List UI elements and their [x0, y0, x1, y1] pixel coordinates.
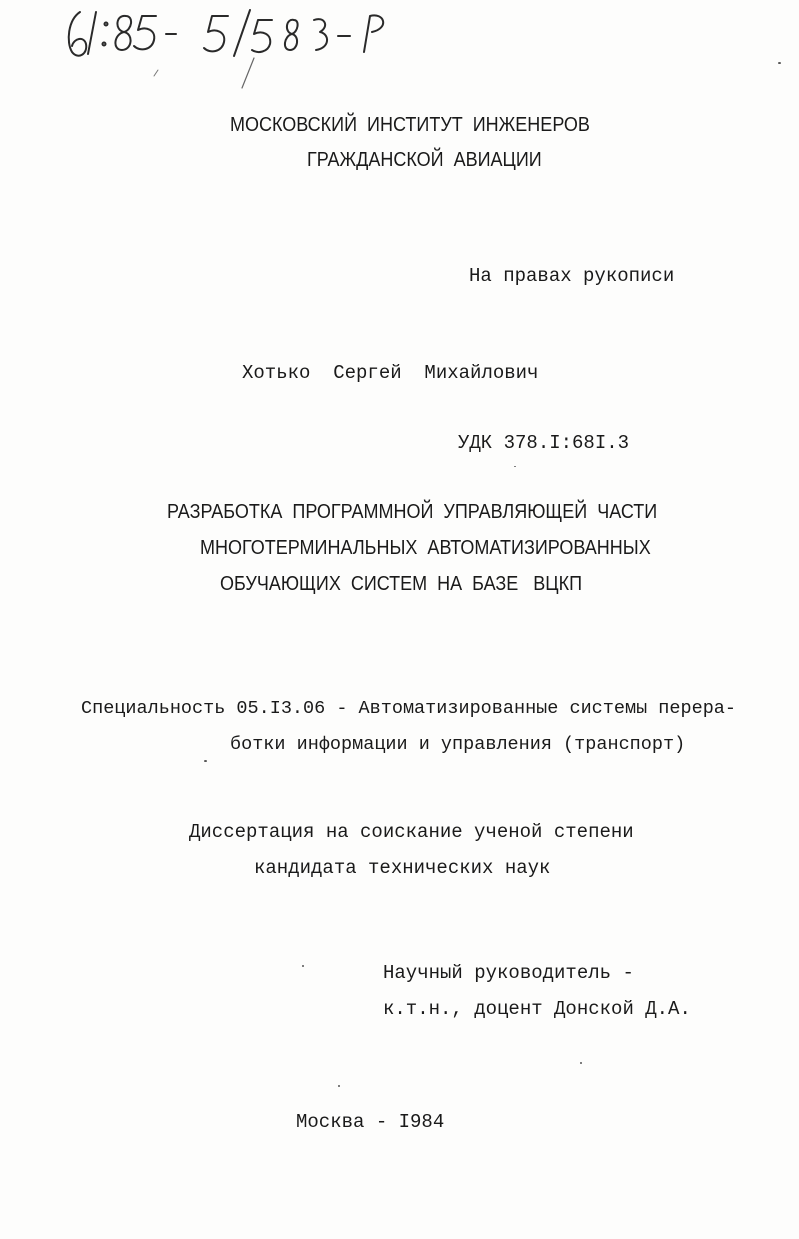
dissertation-line-2: кандидата технических наук: [254, 857, 551, 879]
supervisor-line-2: к.т.н., доцент Донской Д.А.: [383, 998, 691, 1020]
city-year: Москва - I984: [296, 1111, 445, 1133]
manuscript-note: На правах рукописи: [469, 265, 675, 287]
scan-speck: [778, 62, 781, 64]
handwritten-archive-mark: [58, 2, 498, 92]
scan-speck: [204, 760, 207, 762]
udk-code: УДК 378.I:68I.3: [458, 432, 630, 454]
specialty-line-1: Специальность 05.I3.06 - Автоматизированные системы перера-: [81, 698, 737, 719]
title-line-3: ОБУЧАЮЩИХ СИСТЕМ НА БАЗЕ ВЦКП: [220, 573, 583, 595]
scan-speck: [338, 1085, 340, 1087]
title-line-1: РАЗРАБОТКА ПРОГРАММНОЙ УПРАВЛЯЮЩЕЙ ЧАСТИ: [167, 501, 658, 523]
author-name: Хотько Сергей Михайлович: [242, 362, 539, 384]
dissertation-line-1: Диссертация на соискание ученой степени: [189, 821, 634, 843]
institute-line-1: МОСКОВСКИЙ ИНСТИТУТ ИНЖЕНЕРОВ: [230, 114, 590, 136]
scan-speck: [302, 965, 304, 967]
institute-line-2: ГРАЖДАНСКОЙ АВИАЦИИ: [307, 149, 542, 171]
specialty-line-2: ботки информации и управления (транспорт): [230, 734, 686, 755]
scan-speck: [514, 466, 516, 467]
supervisor-line-1: Научный руководитель -: [383, 962, 634, 984]
title-line-2: МНОГОТЕРМИНАЛЬНЫХ АВТОМАТИЗИРОВАННЫХ: [200, 537, 651, 559]
scan-speck: [580, 1062, 582, 1064]
